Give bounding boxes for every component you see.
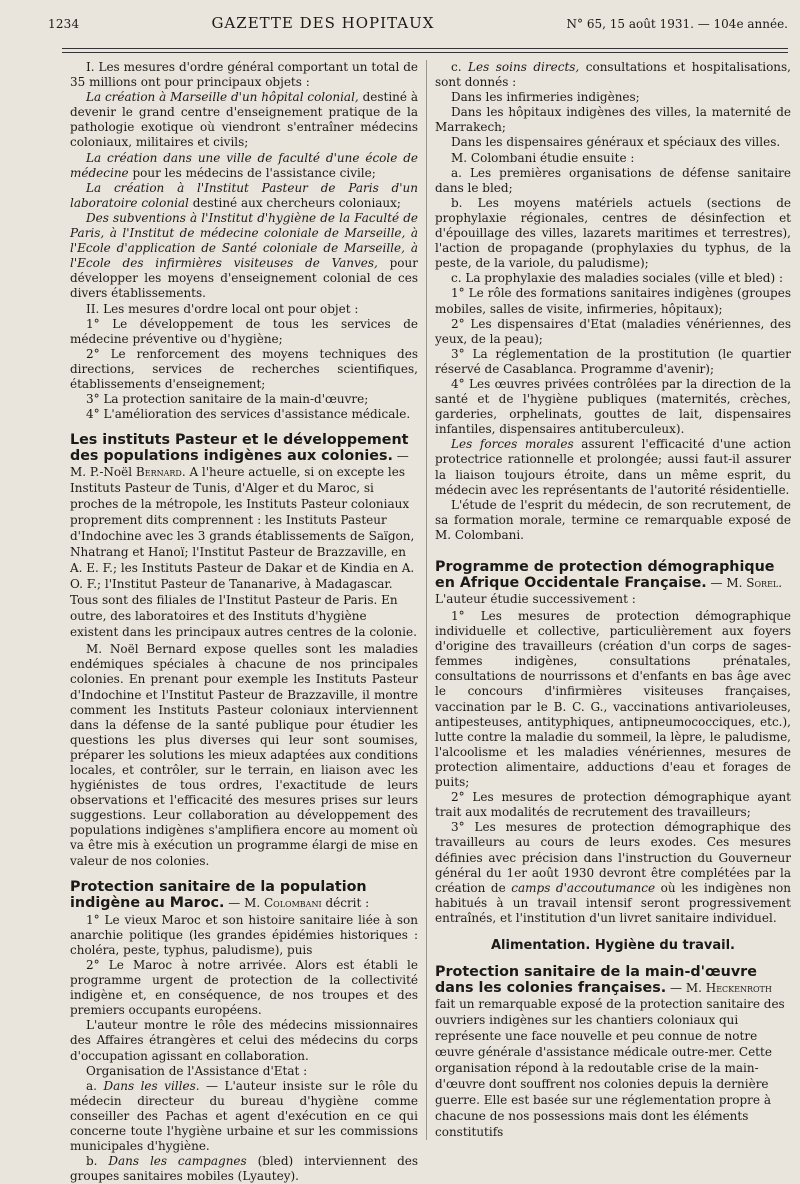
list-item: a. Les premières organisations de défense sanitaire dans le bled;: [435, 165, 791, 195]
list-item: 1° Le développement de tous les services de médecine préventive ou d'hygiène;: [70, 316, 418, 346]
section-heading: Protection sanitaire de la main-d'œuvre dans les colonies françaises. — M. Heckenroth fait un remarquable exposé de la protection sanitaire des ouvriers indigènes sur les chantiers coloniaux qui représente une face nouvelle et peu connue de notre œuvre générale d'assistance médicale outre-mer. Cette organisation répond à la redoutable crise de la main-d'œuvre dont souffrent nos colonies depuis la dernière guerre. Elle est basée sur une réglementation propre à chacune de nos possessions mais dont les éléments constitutifs: [435, 963, 785, 1139]
left-column: [70, 60, 418, 1184]
paragraph: La création à Marseille d'un hôpital colonial, destiné à devenir le grand centre d'enseignement pratique de la pathologie exotique où viendront s'entraîner médecins coloniaux, militaires et civils;: [70, 90, 418, 150]
list-item: b. Dans les campagnes (bled) interviennent des groupes sanitaires mobiles (Lyautey).: [70, 1154, 419, 1184]
paragraph: La création à l'Institut Pasteur de Paris d'un laboratoire colonial destiné aux chercheurs coloniaux;: [70, 180, 418, 210]
list-item: 4° Les œuvres privées contrôlées par la direction de la santé et de l'hygiène publiques (maternités, crèches, garderies, orphelinats, gouttes de lait, dispensaires infantiles, dispensaires antituberculeux).: [435, 376, 791, 437]
paragraph: Des subventions à l'Institut d'hygiène de la Faculté de Paris, à l'Institut de médecine coloniale de Marseille, à l'Ecole d'application de Santé coloniale de Marseille, à l'Ecole des infirmières visiteuses de Vanves, pour développer les moyens d'enseignement colonial de ces divers établissements.: [70, 210, 418, 301]
journal-title: GAZETTE DES HOPITAUX: [211, 14, 435, 32]
list-item: b. Les moyens matériels actuels (sections de prophylaxie régionales, centres de désinfection et d'épouillage des villes, lazarets maritimes et terrestres), l'action de propagande (prophylaxies du typhus, de la peste, de la variole, du paludisme);: [435, 195, 791, 271]
running-header: [48, 14, 788, 40]
right-column: [435, 60, 791, 1142]
section-heading: Protection sanitaire de la population indigène au Maroc. — M. Colombani décrit :: [70, 878, 370, 911]
section-heading: Programme de protection démographique en Afrique Occidentale Française. — M. Sorel. L'auteur étudie successivement :: [435, 559, 783, 606]
list-item: 2° Les mesures de protection démographique ayant trait aux modalités de recrutement des travailleurs;: [435, 790, 791, 820]
column-separator: [426, 60, 427, 1140]
header-rule-2: [62, 52, 788, 53]
list-item: 2° Le Maroc à notre arrivée. Alors est établi le programme urgent de protection de la collectivité indigène et, en conséquence, de nos troupes et des premiers occupants européens.: [70, 957, 418, 1018]
paragraph: L'auteur montre le rôle des médecins missionnaires des Affaires étrangères et celui des médecins du corps d'occupation agissant en collaboration.: [70, 1018, 418, 1063]
header-rule: [62, 48, 788, 49]
list-item: Dans les dispensaires généraux et spéciaux des villes.: [451, 135, 781, 150]
list-item: 1° Le rôle des formations sanitaires indigènes (groupes mobiles, salles de visite, infirmeries, hôpitaux);: [435, 286, 791, 316]
list-item: 2° Les dispensaires d'Etat (maladies vénériennes, des yeux, de la peau);: [435, 316, 791, 346]
paragraph: Les forces morales assurent l'efficacité d'une action protectrice rationnelle et prolongée; aussi faut-il assurer la liaison toujours étroite, dans un même esprit, du médecin avec les représentants de l'autorité résidentielle.: [435, 437, 791, 497]
list-item: 3° Les mesures de protection démographique des travailleurs au cours de leurs exodes. Ces mesures définies avec précision dans l'instruction du Gouverneur général du 1er août 1930 devront être complétées par la création de camps d'accoutumance où les indigènes non habitués à un travail intensif seront progressivement entraînés, et l'institution d'un livret sanitaire individuel.: [435, 820, 791, 925]
paragraph: II. Les mesures d'ordre local ont pour objet :: [86, 301, 359, 316]
list-item: Dans les hôpitaux indigènes des villes, la maternité de Marrakech;: [435, 105, 791, 135]
paragraph: La création dans une ville de faculté d'une école de médecine pour les médecins de l'assistance civile;: [70, 150, 418, 180]
list-item: Dans les infirmeries indigènes;: [451, 90, 640, 105]
issue-info: N° 65, 15 août 1931. — 104e année.: [566, 17, 788, 31]
list-item: 3° La réglementation de la prostitution (le quartier réservé de Casablanca. Programme d'avenir);: [435, 346, 791, 376]
list-item: 1° Les mesures de protection démographique individuelle et collective, particulièrement aux foyers d'origine des travailleurs (création d'un corps de sages-femmes indigènes, consultations prénatales, consultations de nourrissons et d'enfants en bas âge avec le concours d'infirmières visiteuses françaises, vaccination par le B. C. G., vaccinations antivarioleuses, antipesteuses, antityphiques, antipneumococciques, etc.), lutte contre la maladie du sommeil, la lèpre, le paludisme, l'alcoolisme et les maladies vénériennes, mesures de protection alimentaire, adductions d'eau et forages de puits;: [435, 609, 791, 790]
paragraph: L'étude de l'esprit du médecin, de son recrutement, de sa formation morale, termine ce remarquable exposé de M. Colombani.: [435, 497, 791, 542]
list-item: 4° L'amélioration des services d'assistance médicale.: [86, 407, 411, 422]
list-item: c. Les soins directs, consultations et hospitalisations, sont donnés :: [435, 60, 791, 90]
list-item: a. Dans les villes. — L'auteur insiste sur le rôle du médecin directeur du bureau d'hygiène comme conseiller des Pachas et agent d'exécution en ce qui concerne toute l'hygiène urbaine et sur les commissions municipales d'hygiène.: [70, 1078, 418, 1154]
section-heading: Alimentation. Hygiène du travail.: [490, 937, 735, 953]
list-item: 2° Le renforcement des moyens techniques des directions, services de recherches scientifiques, établissements d'enseignement;: [70, 346, 418, 391]
paragraph: Organisation de l'Assistance d'Etat :: [86, 1063, 308, 1078]
list-item: c. La prophylaxie des maladies sociales (ville et bled) :: [451, 271, 783, 286]
list-item: 3° La protection sanitaire de la main-d'œuvre;: [86, 392, 369, 407]
paragraph: M. Noël Bernard expose quelles sont les maladies endémiques spéciales à chacune de nos principales colonies. En prenant pour exemple les Instituts Pasteur d'Indochine et l'Institut Pasteur de Brazzaville, il montre comment les Instituts Pasteur coloniaux interviennent dans la défense de la santé publique pour étudier les questions les plus diverses qui leur sont soumises, préparer les solutions les mieux adaptées aux conditions locales, et contrôler, sur le terrain, en liaison avec les hygiénistes de tous ordres, l'exactitude de leurs observations et l'efficacité des mesures prises sur leurs suggestions. Leur collaboration au développement des populations indigènes s'amplifiera encore au moment où va être mis à exécution un programme élargi de mise en valeur de nos colonies.: [70, 642, 418, 868]
page-number: 1234: [48, 17, 80, 31]
paragraph: M. Colombani étudie ensuite :: [451, 150, 635, 165]
section-heading: Les instituts Pasteur et le développement des populations indigènes aux colonies. — M. P.-Noël Bernard. A l'heure actuelle, si on excepte les Instituts Pasteur de Tunis, d'Alger et du Maroc, si proches de la métropole, les Instituts Pasteur coloniaux proprement dits comprennent : les Instituts Pasteur d'Indochine avec les 3 grands établissements de Saïgon, Nhatrang et Hanoï; l'Institut Pasteur de Brazzaville, en A. E. F.; les Instituts Pasteur de Dakar et de Kindia en A. O. F.; l'Institut Pasteur de Tananarive, à Madagascar. Tous sont des filiales de l'Institut Pasteur de Paris. En outre, des laboratoires et des Instituts d'hygiène existent dans les principaux autres centres de la colonie.: [70, 432, 417, 640]
paragraph: I. Les mesures d'ordre général comportant un total de 35 millions ont pour principaux objets :: [70, 60, 418, 90]
list-item: 1° Le vieux Maroc et son histoire sanitaire liée à son anarchie politique (les grandes épidémies historiques : choléra, peste, typhus, paludisme), puis: [70, 912, 418, 957]
